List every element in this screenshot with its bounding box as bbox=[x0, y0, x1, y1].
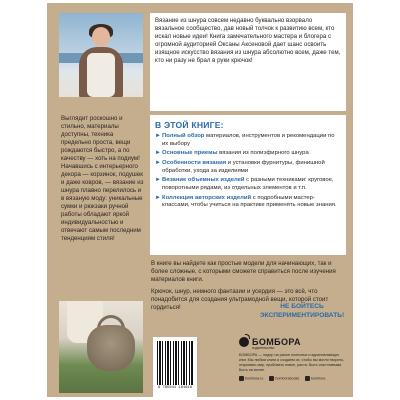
social-vk: bomborabooks bbox=[269, 376, 299, 381]
main-paragraph: Крючок, шнур, немного фантазии и усердия — это всё, что понадобится для создания ультрамодной вещи, которой стоит гордиться! bbox=[151, 287, 329, 311]
contents-box bbox=[150, 115, 346, 255]
list-item: ► Особенности вязания и установки фурнитуры, финишной обработки, ухода за изделиями bbox=[155, 160, 325, 174]
instagram-icon bbox=[305, 376, 310, 381]
publisher-subtitle: издательство bbox=[252, 346, 275, 350]
publisher-name: БОМБОРА bbox=[252, 337, 301, 347]
barcode bbox=[153, 337, 197, 397]
list-item: ► Полный обзор материалов, инструментов и рекомендации по их выбору bbox=[155, 133, 335, 147]
book-back-cover bbox=[47, 3, 353, 397]
bag-photo bbox=[59, 301, 143, 393]
publisher-block bbox=[239, 337, 349, 399]
list-bullet-icon: ► bbox=[155, 177, 161, 184]
social-links bbox=[239, 376, 349, 381]
vk-icon bbox=[269, 376, 274, 381]
list-item: ► Вязание объемных изделей с разными техниками: круговое, поворотными рядами, из отдельных элементов и т.п. bbox=[155, 177, 334, 192]
social-instagram: bombora bbox=[305, 376, 325, 381]
author-photo bbox=[59, 13, 143, 97]
call-to-action: НЕ БОЙТЕСЬ ЭКСПЕРИМЕНТИРОВАТЬ! bbox=[259, 303, 345, 319]
publisher-description: БОМБОРА — лидер на рынке полезных и вдохновляющих книг. Мы любим книги и создаем их, чтобы вы могли творить, открывать мир, пробовать новое, расти. Быть счастливыми. Быть на волне. bbox=[239, 353, 345, 372]
main-paragraph: В книге вы найдете как простые модели для начинающих, так и более сложные, с которыми сможете справиться после изучения материалов книги. bbox=[151, 260, 336, 283]
contents-title: В ЭТОЙ КНИГЕ: bbox=[155, 120, 224, 130]
social-website: bombora.ru bbox=[239, 376, 263, 381]
contents-list bbox=[155, 133, 341, 210]
list-bullet-icon: ► bbox=[155, 133, 161, 139]
list-bullet-icon: ► bbox=[155, 160, 161, 167]
list-item: ► Основные приемы вязания из полиэфирного шнура bbox=[155, 150, 309, 157]
list-bullet-icon: ► bbox=[155, 194, 161, 201]
intro-text: Вязание из шнура совсем недавно буквально взорвало вязальное сообщество, дав новый толчок к развитию всем, кто искал новые идеи! Книга замечательного мастера и блогера с огромной аудиторией Оксаны Аксеновой дает шанс освоить изящное искусство вязания из шнура абсолютно всем, даже тем, кто ни разу не брал в руки крючок! bbox=[150, 13, 346, 111]
globe-icon bbox=[239, 376, 244, 381]
side-description: Выглядит роскошно и стильно, материалы доступны, техника предельно проста, вещи рождаются быстро, а по качеству — хоть на подиум! Начавшись с интерьерного декора — корзинок, подушек и даже ковров, — вязание из шнура плавно перелилось и в вязаную моду: уникальные сумки и рюкзаки ручной работы обладают яркой индивидуальностью и отвечают самым последним тенденциям стиля! bbox=[61, 115, 144, 242]
list-bullet-icon: ► bbox=[155, 150, 161, 157]
list-item: ► Коллекция авторских изделий с подробными мастер-классами, чтобы учиться на практике применять новые знания. bbox=[155, 194, 337, 209]
barcode-icon bbox=[157, 341, 193, 385]
bomb-icon bbox=[239, 337, 249, 347]
barcode-number: 9 785041 181616 bbox=[157, 386, 193, 390]
